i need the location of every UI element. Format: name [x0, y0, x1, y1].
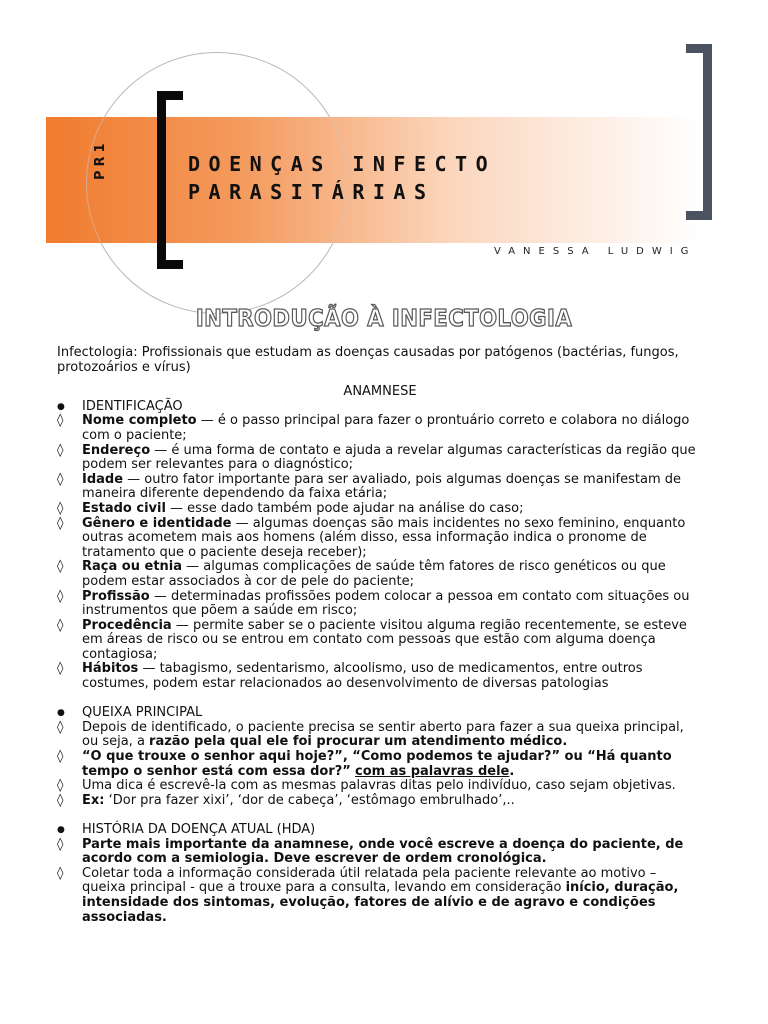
- queixa-title: QUEIXA PRINCIPAL: [82, 705, 203, 721]
- item-term: Nome completo: [82, 413, 197, 429]
- bullet-diamond-icon: ◊: [57, 442, 64, 458]
- list-item: [57, 750, 703, 779]
- item-term: Profissão: [82, 588, 150, 604]
- bullet-diamond-icon: ◊: [57, 413, 64, 429]
- item-term: Hábitos: [82, 661, 139, 677]
- item-text: — algumas doenças são mais incidentes no sexo feminino, enquanto outras acometem mais aos homens (além disso, essa informação indica o pronome de tratamento que o paciente deseja receber);: [82, 515, 686, 560]
- hda-heading: [57, 823, 703, 838]
- item-text: — é uma forma de contato e ajuda a revelar algumas características da região que podem ser relevantes para o diagnóstico;: [82, 442, 696, 473]
- item-text: — permite saber se o paciente visitou alguma região recentemente, se esteve em áreas de risco ou se entrou em contato com pessoas que estão com alguma doença contagiosa;: [82, 617, 687, 662]
- title-line-1: DOENÇAS INFECTO: [188, 152, 497, 176]
- list-item: [57, 867, 703, 925]
- list-item: [57, 517, 703, 561]
- queixa-item3-text: Uma dica é escrevê-la com as mesmas palavras ditas pelo indivíduo, caso sejam objetivas.: [82, 778, 676, 794]
- item-text: — outro fator importante para ser avaliado, pois algumas doenças se manifestam de maneira diferente dependendo da faixa etária;: [82, 471, 681, 502]
- queixa-item1-text: Depois de identificado, o paciente precisa se sentir aberto para fazer a sua queixa principal, ou seja, a: [82, 719, 684, 750]
- bullet-diamond-icon: ◊: [57, 500, 64, 516]
- hda-item1-bold: Parte mais importante da anamnese, onde você escreve a doença do paciente, de acordo com a semiologia. Deve escrever de ordem cronológica.: [82, 836, 684, 867]
- queixa-item4-text: ‘Dor pra fazer xixi’, ‘dor de cabeça’, ‘estômago embrulhado’,..: [104, 792, 515, 808]
- list-item: [57, 662, 703, 691]
- spacer: [57, 808, 703, 823]
- item-term: Estado civil: [82, 500, 166, 516]
- queixa-heading: [57, 706, 703, 721]
- anamnese-title: ANAMNESE: [343, 384, 417, 400]
- item-term: Idade: [82, 471, 124, 487]
- course-tag: PR1: [93, 139, 108, 180]
- intro-paragraph: Infectologia: Profissionais que estudam as doenças causadas por patógenos (bactérias, fungos, protozoários e vírus): [57, 345, 679, 375]
- bullet-diamond-icon: ◊: [57, 515, 64, 531]
- item-term: Endereço: [82, 442, 151, 458]
- item-term: Gênero e identidade: [82, 515, 232, 531]
- document-title: [188, 150, 496, 206]
- bullet-diamond-icon: ◊: [57, 617, 64, 633]
- bullet-dot-icon: ●: [57, 825, 65, 835]
- item-text: — algumas complicações de saúde têm fatores de risco genéticos ou que podem estar associados à cor de pele do paciente;: [82, 559, 666, 589]
- list-item: [57, 444, 703, 473]
- list-item: [57, 794, 703, 809]
- item-term: Procedência: [82, 617, 172, 633]
- list-item: [57, 838, 703, 867]
- bullet-diamond-icon: ◊: [57, 661, 64, 677]
- hda-item2-bold: início, duração, intensidade dos sintomas, evolução, fatores de alívio e de agravo e condições associadas.: [82, 880, 679, 925]
- bullet-diamond-icon: ◊: [57, 588, 64, 604]
- bullet-diamond-icon: ◊: [57, 792, 64, 808]
- list-item: [57, 560, 703, 589]
- list-item: [57, 721, 703, 750]
- list-item: [57, 590, 703, 619]
- left-bracket-icon: [157, 91, 183, 269]
- author-name: VANESSA LUDWIG: [494, 246, 697, 257]
- identificacao-list: [57, 414, 703, 691]
- item-text: — tabagismo, sedentarismo, alcoolismo, uso de medicamentos, entre outros costumes, podem estar relacionados ao desenvolvimento de diversas patologias: [82, 661, 643, 692]
- identificacao-title: IDENTIFICAÇÃO: [82, 398, 183, 414]
- bullet-diamond-icon: ◊: [57, 836, 64, 852]
- item-term: Raça ou etnia: [82, 559, 183, 575]
- bullet-diamond-icon: ◊: [57, 865, 64, 881]
- list-item: [57, 779, 703, 794]
- bullet-diamond-icon: ◊: [57, 778, 64, 794]
- section-heading: INTRODUÇÃO À INFECTOLOGIA: [195, 306, 573, 332]
- list-item: [57, 619, 703, 663]
- item-text: — esse dado também pode ajudar na análise do caso;: [165, 500, 524, 516]
- right-bracket-icon: [686, 44, 712, 220]
- bullet-diamond-icon: ◊: [57, 471, 64, 487]
- queixa-item2-underline: com as palavras dele: [354, 763, 510, 779]
- bullet-dot-icon: ●: [57, 401, 65, 412]
- document-body: [57, 346, 703, 925]
- title-line-2: PARASITÁRIAS: [188, 180, 435, 204]
- bullet-diamond-icon: ◊: [57, 559, 64, 575]
- queixa-item1-bold: razão pela qual ele foi procurar um atendimento médico.: [149, 734, 568, 750]
- item-text: — é o passo principal para fazer o prontuário correto e colabora no diálogo com o paciente;: [82, 413, 690, 443]
- item-text: — determinadas profissões podem colocar a pessoa em contato com situações ou instrumentos que põem a saúde em risco;: [82, 588, 690, 619]
- bullet-diamond-icon: ◊: [57, 719, 64, 735]
- identificacao-heading: [57, 400, 703, 415]
- queixa-item2-bold: “O que trouxe o senhor aqui hoje?”, “Como podemos te ajudar?” ou “Há quanto tempo o senhor está com essa dor?”: [82, 749, 672, 779]
- list-item: [57, 502, 703, 517]
- queixa-item2-end: .: [509, 763, 515, 779]
- bullet-diamond-icon: ◊: [57, 749, 64, 765]
- bullet-dot-icon: ●: [57, 708, 65, 719]
- list-item: [57, 473, 703, 502]
- queixa-item4-bold: Ex:: [82, 792, 105, 808]
- spacer: [57, 692, 703, 707]
- list-item: [57, 414, 703, 443]
- hda-title: HISTÓRIA DA DOENÇA ATUAL (HDA): [82, 822, 316, 837]
- hda-item2-text: Coletar toda a informação considerada útil relatada pela paciente relevante ao motivo – queixa principal - que a trouxe para a consulta, levando em consideração: [82, 865, 657, 896]
